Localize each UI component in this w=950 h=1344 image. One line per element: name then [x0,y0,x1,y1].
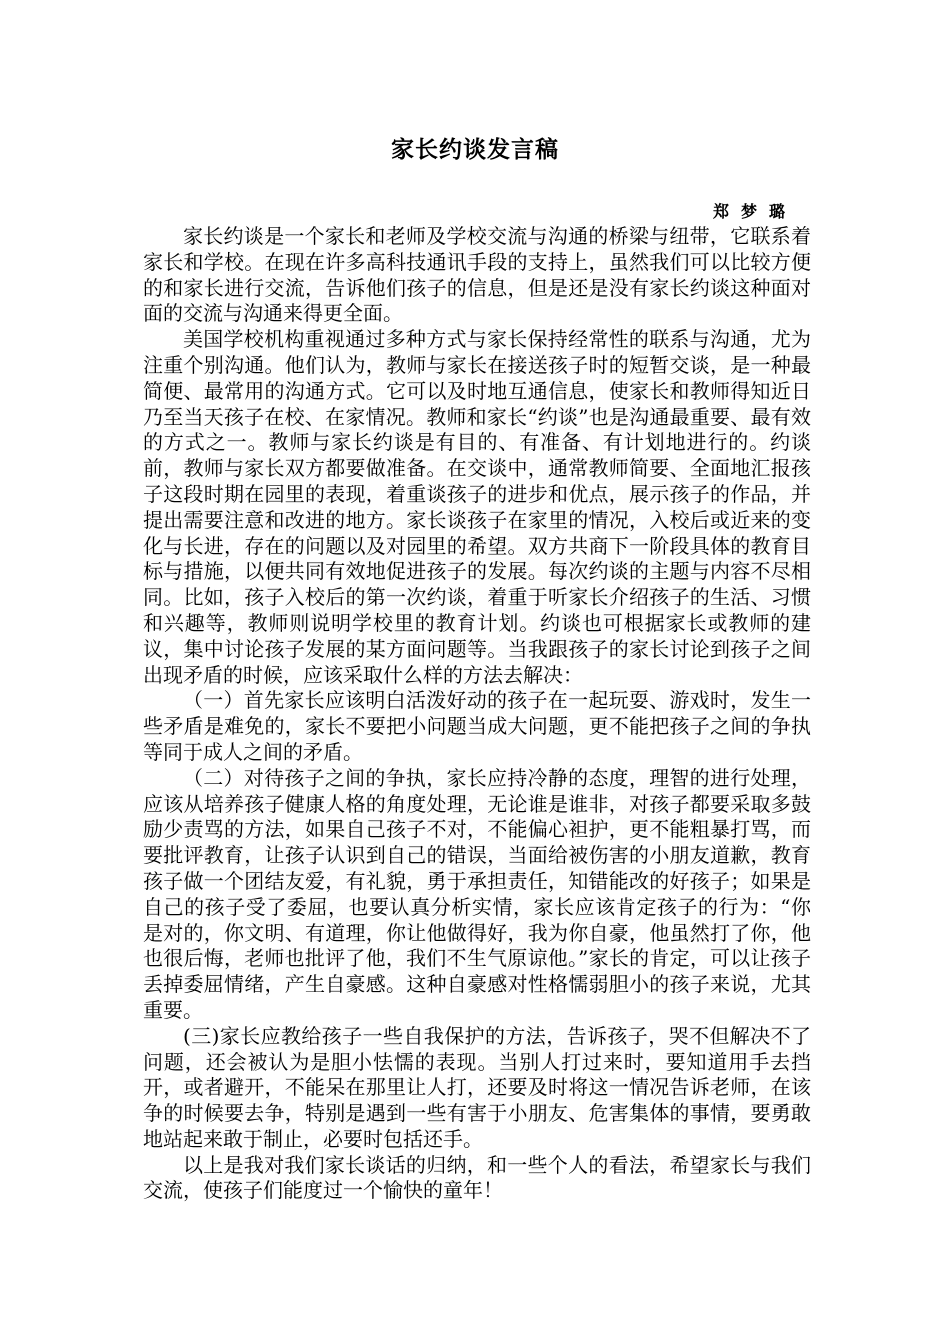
paragraph-point-1: （一）首先家长应该明白活泼好动的孩子在一起玩耍、游戏时，发生一些矛盾是难免的，家长不要把小问题当成大问题，更不能把孩子之间的争执等同于成人之间的矛盾。 [143,688,811,764]
paragraph-us-schools: 美国学校机构重视通过多种方式与家长保持经常性的联系与沟通，尤为注重个别沟通。他们认为，教师与家长在接送孩子时的短暂交谈，是一种最简便、最常用的沟通方式。它可以及时地互通信息，使家长和教师得知近日乃至当天孩子在校、在家情况。教师和家长“约谈”也是沟通最重要、最有效的方式之一。教师与家长约谈是有目的、有准备、有计划地进行的。约谈前，教师与家长双方都要做准备。在交谈中，通常教师简要、全面地汇报孩子这段时期在园里的表现，着重谈孩子的进步和优点，展示孩子的作品，并提出需要注意和改进的地方。家长谈孩子在家里的情况，入校后或近来的变化与长进，存在的问题以及对园里的希望。双方共商下一阶段具体的教育目标与措施，以便共同有效地促进孩子的发展。每次约谈的主题与内容不尽相同。比如，孩子入校后的第一次约谈，着重于听家长介绍孩子的生活、习惯和兴趣等，教师则说明学校里的教育计划。约谈也可根据家长或教师的建议，集中讨论孩子发展的某方面问题等。当我跟孩子的家长讨论到孩子之间出现矛盾的时候，应该采取什么样的方法去解决： [143,327,811,687]
paragraph-intro: 家长约谈是一个家长和老师及学校交流与沟通的桥梁与纽带，它联系着家长和学校。在现在许多高科技通讯手段的支持上，虽然我们可以比较方便的和家长进行交流，告诉他们孩子的信息，但是还是没有家长约谈这种面对面的交流与沟通来得更全面。 [143,224,811,326]
document-body [143,224,811,1204]
author-name: 郑梦璐 [712,202,797,221]
document-title: 家长约谈发言稿 [391,137,559,163]
paragraph-point-2: （二）对待孩子之间的争执，家长应持冷静的态度，理智的进行处理，应该从培养孩子健康人格的角度处理，无论谁是谁非，对孩子都要采取多鼓励少责骂的方法，如果自己孩子不对，不能偏心袒护，更不能粗暴打骂，而要批评教育，让孩子认识到自己的错误，当面给被伤害的小朋友道歉，教育孩子做一个团结友爱，有礼貌，勇于承担责任，知错能改的好孩子；如果是自己的孩子受了委屈，也要认真分析实情，家长应该肯定孩子的行为：“你是对的，你文明、有道理，你让他做得好，我为你自豪，他虽然打了你，他也很后悔，老师也批评了他，我们不生气原谅他。”家长的肯定，可以让孩子丢掉委屈情绪，产生自豪感。这种自豪感对性格懦弱胆小的孩子来说，尤其重要。 [143,765,811,1022]
paragraph-point-3: (三)家长应教给孩子一些自我保护的方法，告诉孩子，哭不但解决不了问题，还会被认为是胆小怯懦的表现。当别人打过来时，要知道用手去挡开，或者避开，不能呆在那里让人打，还要及时将这一情况告诉老师，在该争的时候要去争，特别是遇到一些有害于小朋友、危害集体的事情，要勇敢地站起来敢于制止，必要时包括还手。 [143,1023,811,1151]
paragraph-conclusion: 以上是我对我们家长谈话的归纳，和一些个人的看法，希望家长与我们交流，使孩子们能度过一个愉快的童年！ [143,1152,811,1203]
